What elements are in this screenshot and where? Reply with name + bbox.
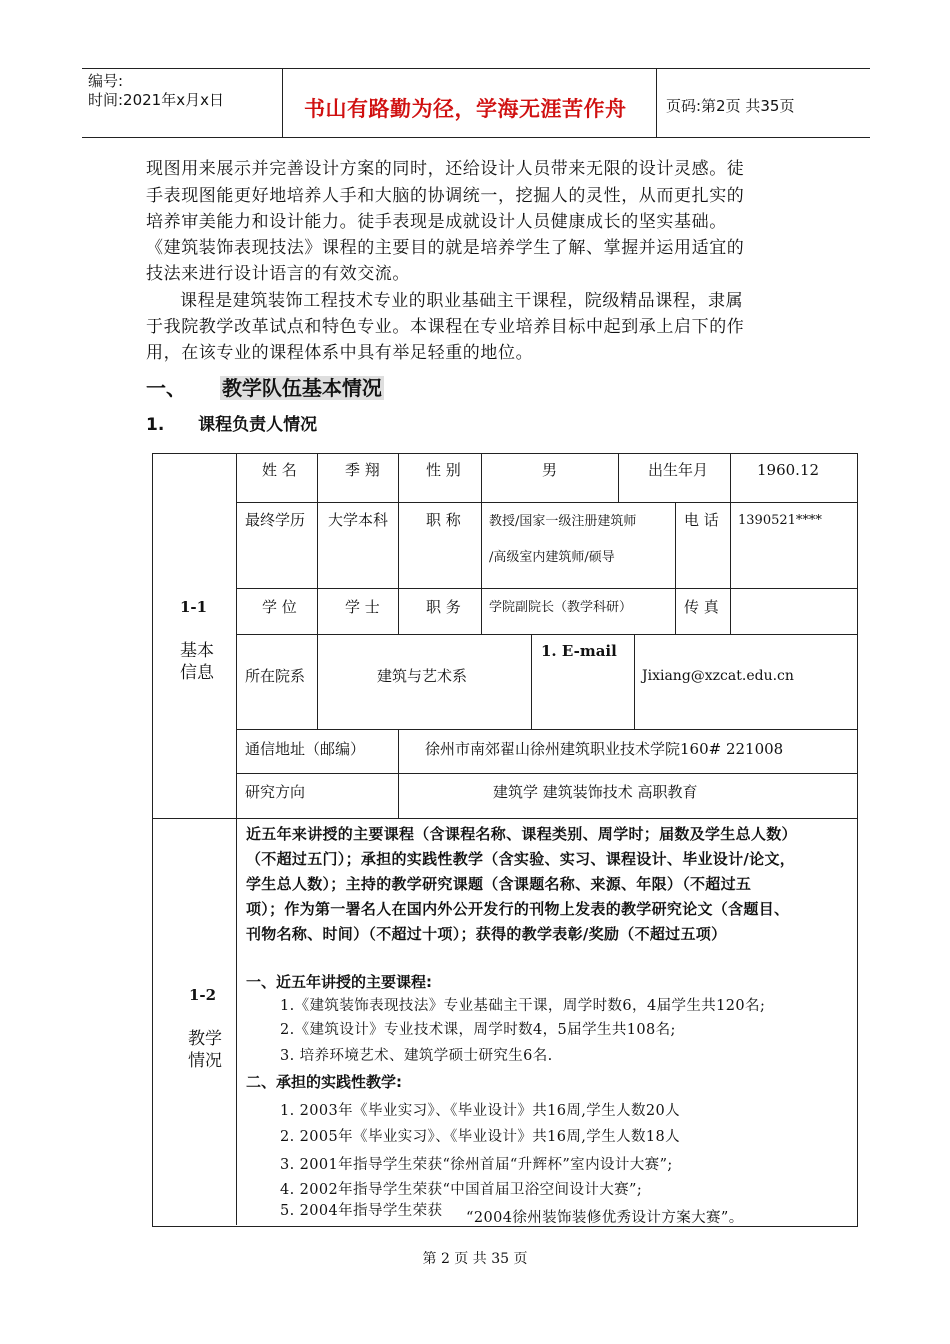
section-heading — [146, 372, 384, 401]
table-line — [236, 502, 857, 503]
duty-label: 职 务 — [426, 598, 461, 616]
instruction-line: （不超过五门）；承担的实践性教学（含实验、实习、课程设计、毕业设计/论文， — [246, 850, 796, 868]
table-line — [236, 634, 857, 635]
title-value: 教授/国家一级注册建筑师 — [489, 514, 637, 529]
research-value: 建筑学 建筑装饰技术 高职教育 — [493, 783, 698, 801]
phone-value: 1390521**** — [738, 513, 822, 528]
education-value: 大学本科 — [328, 511, 389, 529]
table-line — [531, 634, 532, 729]
practice-item: 4. 2002年指导学生荣获“中国首届卫浴空间设计大赛”; — [280, 1182, 643, 1198]
date-label: 时间:2021年x月x日 — [88, 91, 224, 109]
birth-label: 出生年月 — [648, 461, 709, 479]
course-item: 1.《建筑装饰表现技法》专业基础主干课，周学时数6，4届学生共120名; — [280, 998, 766, 1014]
paragraph-line: 手表现图能更好地培养人手和大脑的协调统一，挖掘人的灵性，从而更扎实的 — [146, 186, 745, 206]
instruction-line: 项）；作为第一署名人在国内外公开发行的刊物上发表的教学研究论文（含题目、 — [246, 900, 790, 918]
table-line — [236, 773, 857, 774]
title-label: 职 称 — [426, 511, 461, 529]
header-divider — [282, 69, 283, 137]
table-line — [730, 453, 731, 634]
practice-item: 1. 2003年《毕业实习》、《毕业设计》共16周,学生人数20人 — [280, 1103, 681, 1119]
practice-item-tail: “2004徐州装饰装修优秀设计方案大赛”。 — [466, 1210, 744, 1226]
paragraph-line: 课程是建筑装饰工程技术专业的职业基础主干课程，院级精品课程，隶属 — [180, 291, 744, 311]
instruction-line: 学生总人数）；主持的教学研究课题（含课题名称、来源、年限）（不超过五 — [246, 875, 752, 893]
address-value: 徐州市南郊翟山徐州建筑职业技术学院160# 221008 — [425, 740, 784, 758]
address-label: 通信地址（邮编） — [245, 740, 366, 758]
table-line — [236, 453, 237, 1225]
gender-label: 性 别 — [426, 461, 461, 479]
degree-value: 学 士 — [345, 598, 380, 616]
table-line — [236, 588, 857, 589]
dept-value: 建筑与艺术系 — [377, 667, 468, 685]
course-item: 2.《建筑设计》专业技术课，周学时数4，5届学生共108名; — [280, 1022, 676, 1038]
paragraph-line: 培养审美能力和设计能力。徒手表现是成就设计人员健康成长的坚实基础。 — [146, 212, 727, 232]
table-line — [236, 729, 857, 730]
table-line — [618, 453, 619, 502]
page-header — [82, 68, 870, 138]
degree-label: 学 位 — [262, 598, 297, 616]
row-label: 教学 — [188, 1029, 222, 1049]
table-line — [317, 634, 318, 729]
name-label: 姓 名 — [262, 461, 297, 479]
phone-label: 电 话 — [684, 511, 719, 529]
table-line — [675, 502, 676, 634]
courses-heading: 一、近五年讲授的主要课程: — [246, 973, 432, 991]
table-line — [634, 634, 635, 729]
serial-label: 编号: — [88, 72, 124, 90]
table-line — [152, 818, 857, 819]
paragraph-line: 用，在该专业的课程体系中具有举足轻重的地位。 — [146, 343, 534, 363]
gender-value: 男 — [542, 461, 558, 479]
page-footer: 第 2 页 共 35 页 — [422, 1251, 528, 1267]
row-label: 信息 — [180, 663, 214, 683]
page-label: 页码:第2页 共35页 — [666, 97, 795, 115]
duty-value: 学院副院长（教学科研） — [489, 600, 633, 615]
section-number: 一、 — [146, 376, 186, 400]
row-label: 情况 — [188, 1051, 222, 1071]
subsection-heading — [146, 410, 317, 435]
row-number: 1-1 — [180, 598, 208, 616]
fax-label: 传 真 — [684, 598, 719, 616]
practice-item: 5. 2004年指导学生荣获 — [280, 1203, 443, 1219]
paragraph-line: 技法来进行设计语言的有效交流。 — [146, 264, 410, 284]
email-value: Jixiang@xzcat.edu.cn — [642, 668, 794, 684]
title-value: /高级室内建筑师/硕导 — [489, 550, 615, 565]
row-number: 1-2 — [189, 986, 217, 1004]
practice-heading: 二、承担的实践性教学: — [246, 1073, 402, 1091]
email-label: 1. E-mail — [541, 642, 617, 660]
section-title: 教学队伍基本情况 — [221, 376, 382, 400]
paragraph-line: 于我院教学改革试点和特色专业。本课程在专业培养目标中起到承上启下的作 — [146, 317, 745, 337]
motto: 书山有路勤为径，学海无涯苦作舟 — [304, 97, 627, 121]
research-label: 研究方向 — [245, 783, 306, 801]
practice-item: 2. 2005年《毕业实习》、《毕业设计》共16周,学生人数18人 — [280, 1129, 681, 1145]
name-value: 季 翔 — [345, 461, 380, 479]
subsection-number: 1. — [146, 415, 165, 435]
instruction-line: 刊物名称、时间）（不超过十项）；获得的教学表彰/奖励（不超过五项） — [246, 925, 727, 943]
subsection-title: 课程负责人情况 — [198, 415, 318, 435]
course-item: 3. 培养环境艺术、建筑学硕士研究生6名. — [280, 1048, 553, 1064]
instruction-line: 近五年来讲授的主要课程（含课程名称、课程类别、周学时；届数及学生总人数） — [246, 825, 797, 843]
birth-value: 1960.12 — [757, 461, 820, 479]
instructions — [246, 822, 850, 947]
table-line — [317, 453, 318, 634]
header-divider — [656, 69, 657, 137]
paragraph-line: 《建筑装饰表现技法》课程的主要目的就是培养学生了解、掌握并运用适宜的 — [146, 238, 745, 258]
practice-item: 3. 2001年指导学生荣获“徐州首届“升辉杯”室内设计大赛”; — [280, 1157, 673, 1173]
education-label: 最终学历 — [245, 511, 306, 529]
dept-label: 所在院系 — [245, 667, 306, 685]
row-label: 基本 — [180, 641, 214, 661]
table-line — [398, 729, 399, 818]
table-line — [398, 453, 399, 634]
table-line — [481, 453, 482, 634]
paragraph-line: 现图用来展示并完善设计方案的同时，还给设计人员带来无限的设计灵感。徒 — [146, 159, 745, 179]
